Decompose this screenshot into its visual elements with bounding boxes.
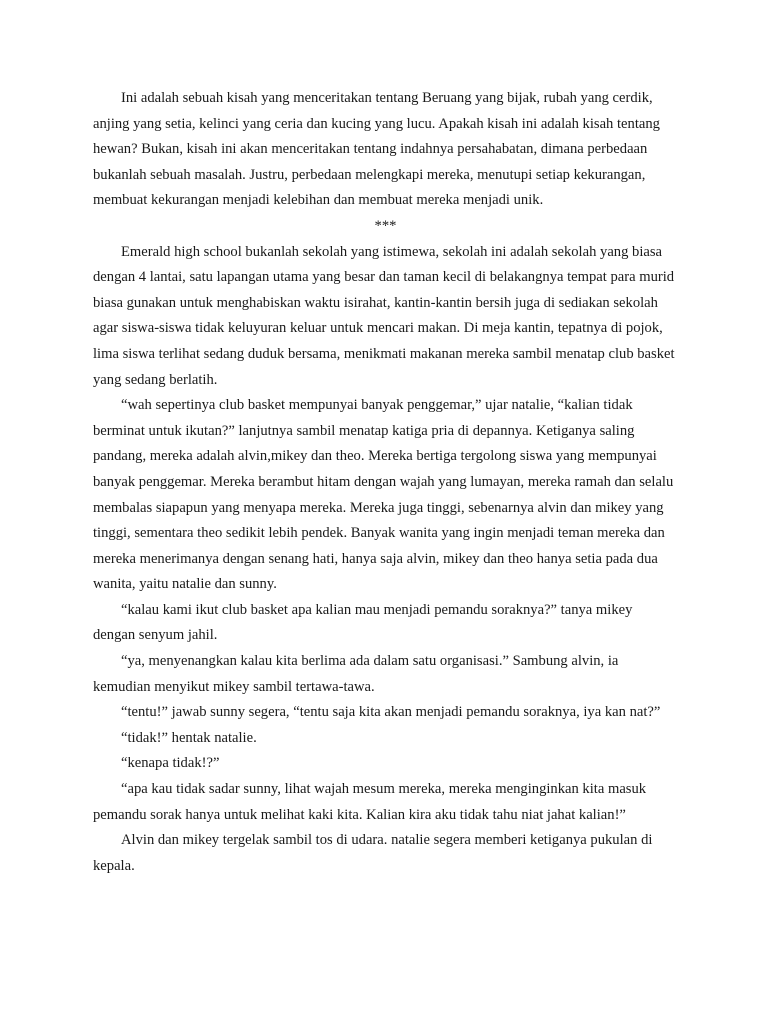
paragraph-why-not: “kenapa tidak!?” (121, 755, 220, 772)
document-body (93, 86, 678, 879)
paragraph-mikey-question: “kalau kami ikut club basket apa kalian mau menjadi pemandu soraknya?” tanya mikey dengan senyum jahil. (93, 601, 633, 644)
paragraph-sunny-reply: “tentu!” jawab sunny segera, “tentu saja kita akan menjadi pemandu soraknya, iya kan nat?” (121, 704, 661, 721)
paragraph-school: Emerald high school bukanlah sekolah yang istimewa, sekolah ini adalah sekolah yang biasa dengan 4 lantai, satu lapangan utama yang besar dan taman kecil di belakangnya tempat para murid biasa gunakan untuk menghabiskan waktu isirahat, kantin-kantin bersih juga di sediakan sekolah agar siswa-siswa tidak keluyuran keluar untuk mencari makan. Di meja kantin, tepatnya di pojok, lima siswa terlihat sedang duduk bersama, menikmati makanan mereka sambil menatap club basket yang sedang berlatih. (93, 243, 675, 388)
paragraph-natalie-refuse: “tidak!” hentak natalie. (121, 729, 257, 746)
paragraph-ending: Alvin dan mikey tergelak sambil tos di udara. natalie segera memberi ketiganya pukulan di kepala. (93, 832, 653, 874)
paragraph-natalie-explain: “apa kau tidak sadar sunny, lihat wajah mesum mereka, mereka menginginkan kita masuk pemandu sorak hanya untuk melihat kaki kita. Kalian kira aku tidak tahu niat jahat kalian!” (93, 781, 647, 823)
section-separator: *** (374, 217, 397, 234)
paragraph-intro: Ini adalah sebuah kisah yang menceritakan tentang Beruang yang bijak, rubah yang cerdik, anjing yang setia, kelinci yang ceria dan kucing yang lucu. Apakah kisah ini adalah kisah tentang hewan? Bukan, kisah ini akan menceritakan tentang indahnya persahabatan, dimana perbedaan bukanlah sebuah masalah. Justru, perbedaan melengkapi mereka, menutupi setiap kekurangan, membuat kekurangan menjadi kelebihan dan membuat mereka menjadi unik. (93, 90, 660, 209)
paragraph-alvin-reply: “ya, menyenangkan kalau kita berlima ada dalam satu organisasi.” Sambung alvin, ia kemudian menyikut mikey sambil tertawa-tawa. (93, 653, 619, 695)
paragraph-natalie-question: “wah sepertinya club basket mempunyai banyak penggemar,” ujar natalie, “kalian tidak berminat untuk ikutan?” lanjutnya sambil menatap katiga pria di depannya. Ketiganya saling pandang, mereka adalah alvin,mikey dan theo. Mereka bertiga tergolong siswa yang mempunyai banyak penggemar. Mereka berambut hitam dengan wajah yang lumayan, mereka ramah dan selalu membalas siapapun yang menyapa mereka. Mereka juga tinggi, sebenarnya alvin dan mikey yang tinggi, sementara theo sedikit lebih pendek. Banyak wanita yang ingin menjadi teman mereka dan mereka menerimanya dengan senang hati, hanya saja alvin, mikey dan theo hanya setia pada dua wanita, yaitu natalie dan sunny. (93, 397, 674, 593)
